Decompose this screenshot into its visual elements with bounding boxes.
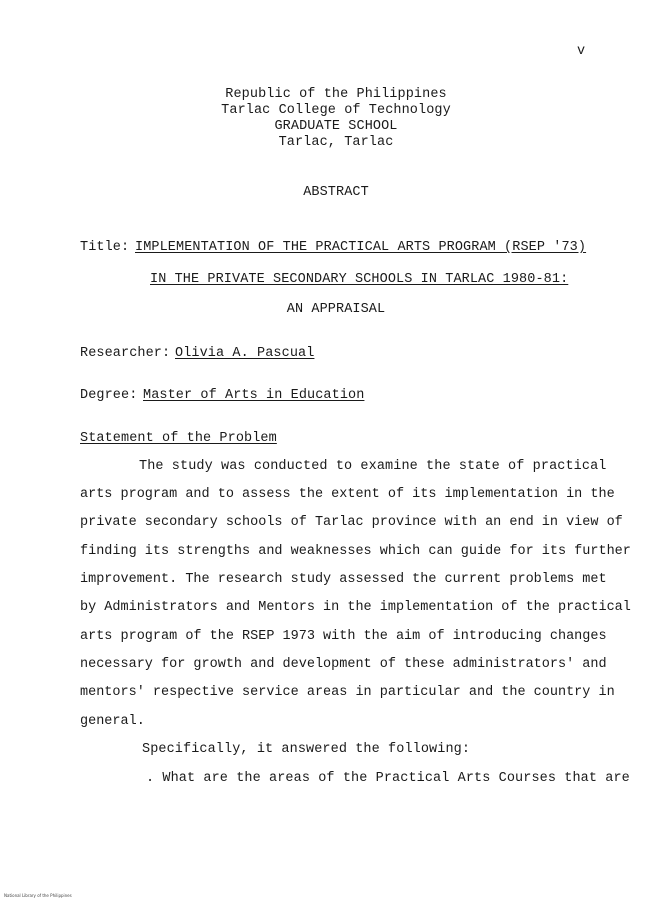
- specifically-line: Specifically, it answered the following:: [142, 742, 471, 757]
- paragraph-line: improvement. The research study assessed the current problems met: [80, 572, 607, 587]
- paragraph-line: mentors' respective service areas in particular and the country in: [80, 685, 615, 700]
- paragraph-line: arts program of the RSEP 1973 with the aim of introducing changes: [80, 629, 607, 644]
- paragraph-line: The study was conducted to examine the state of practical: [139, 459, 607, 474]
- paragraph-line: private secondary schools of Tarlac province with an end in view of: [80, 515, 623, 530]
- title-line-3: AN APPRAISAL: [286, 302, 386, 317]
- title-line-2: IN THE PRIVATE SECONDARY SCHOOLS IN TARLAC 1980-81:: [150, 272, 569, 287]
- degree-label: Degree:: [80, 388, 138, 403]
- paragraph-line: general.: [80, 714, 145, 729]
- footer-watermark: National Library of the Philippines: [4, 893, 72, 898]
- degree-value: Master of Arts in Education: [143, 388, 365, 403]
- paragraph-line: arts program and to assess the extent of its implementation in the: [80, 487, 615, 502]
- researcher-label: Researcher:: [80, 346, 171, 361]
- abstract-heading: ABSTRACT: [303, 185, 369, 200]
- title-line-1: IMPLEMENTATION OF THE PRACTICAL ARTS PROGRAM (RSEP '73): [135, 240, 587, 255]
- statement-heading: Statement of the Problem: [80, 431, 277, 446]
- page-number: v: [577, 44, 586, 59]
- paragraph-line: necessary for growth and development of these administrators' and: [80, 657, 607, 672]
- header-line-4: Tarlac, Tarlac: [278, 135, 394, 150]
- header-line-1: Republic of the Philippines: [225, 87, 447, 102]
- researcher-name: Olivia A. Pascual: [175, 346, 315, 361]
- header-line-3: GRADUATE SCHOOL: [274, 119, 398, 134]
- question-1: . What are the areas of the Practical Arts Courses that are: [146, 771, 630, 786]
- title-label: Title:: [80, 240, 130, 255]
- paragraph-line: by Administrators and Mentors in the implementation of the practical: [80, 600, 631, 615]
- paragraph-line: finding its strengths and weaknesses which can guide for its further: [80, 544, 631, 559]
- header-line-2: Tarlac College of Technology: [221, 103, 451, 118]
